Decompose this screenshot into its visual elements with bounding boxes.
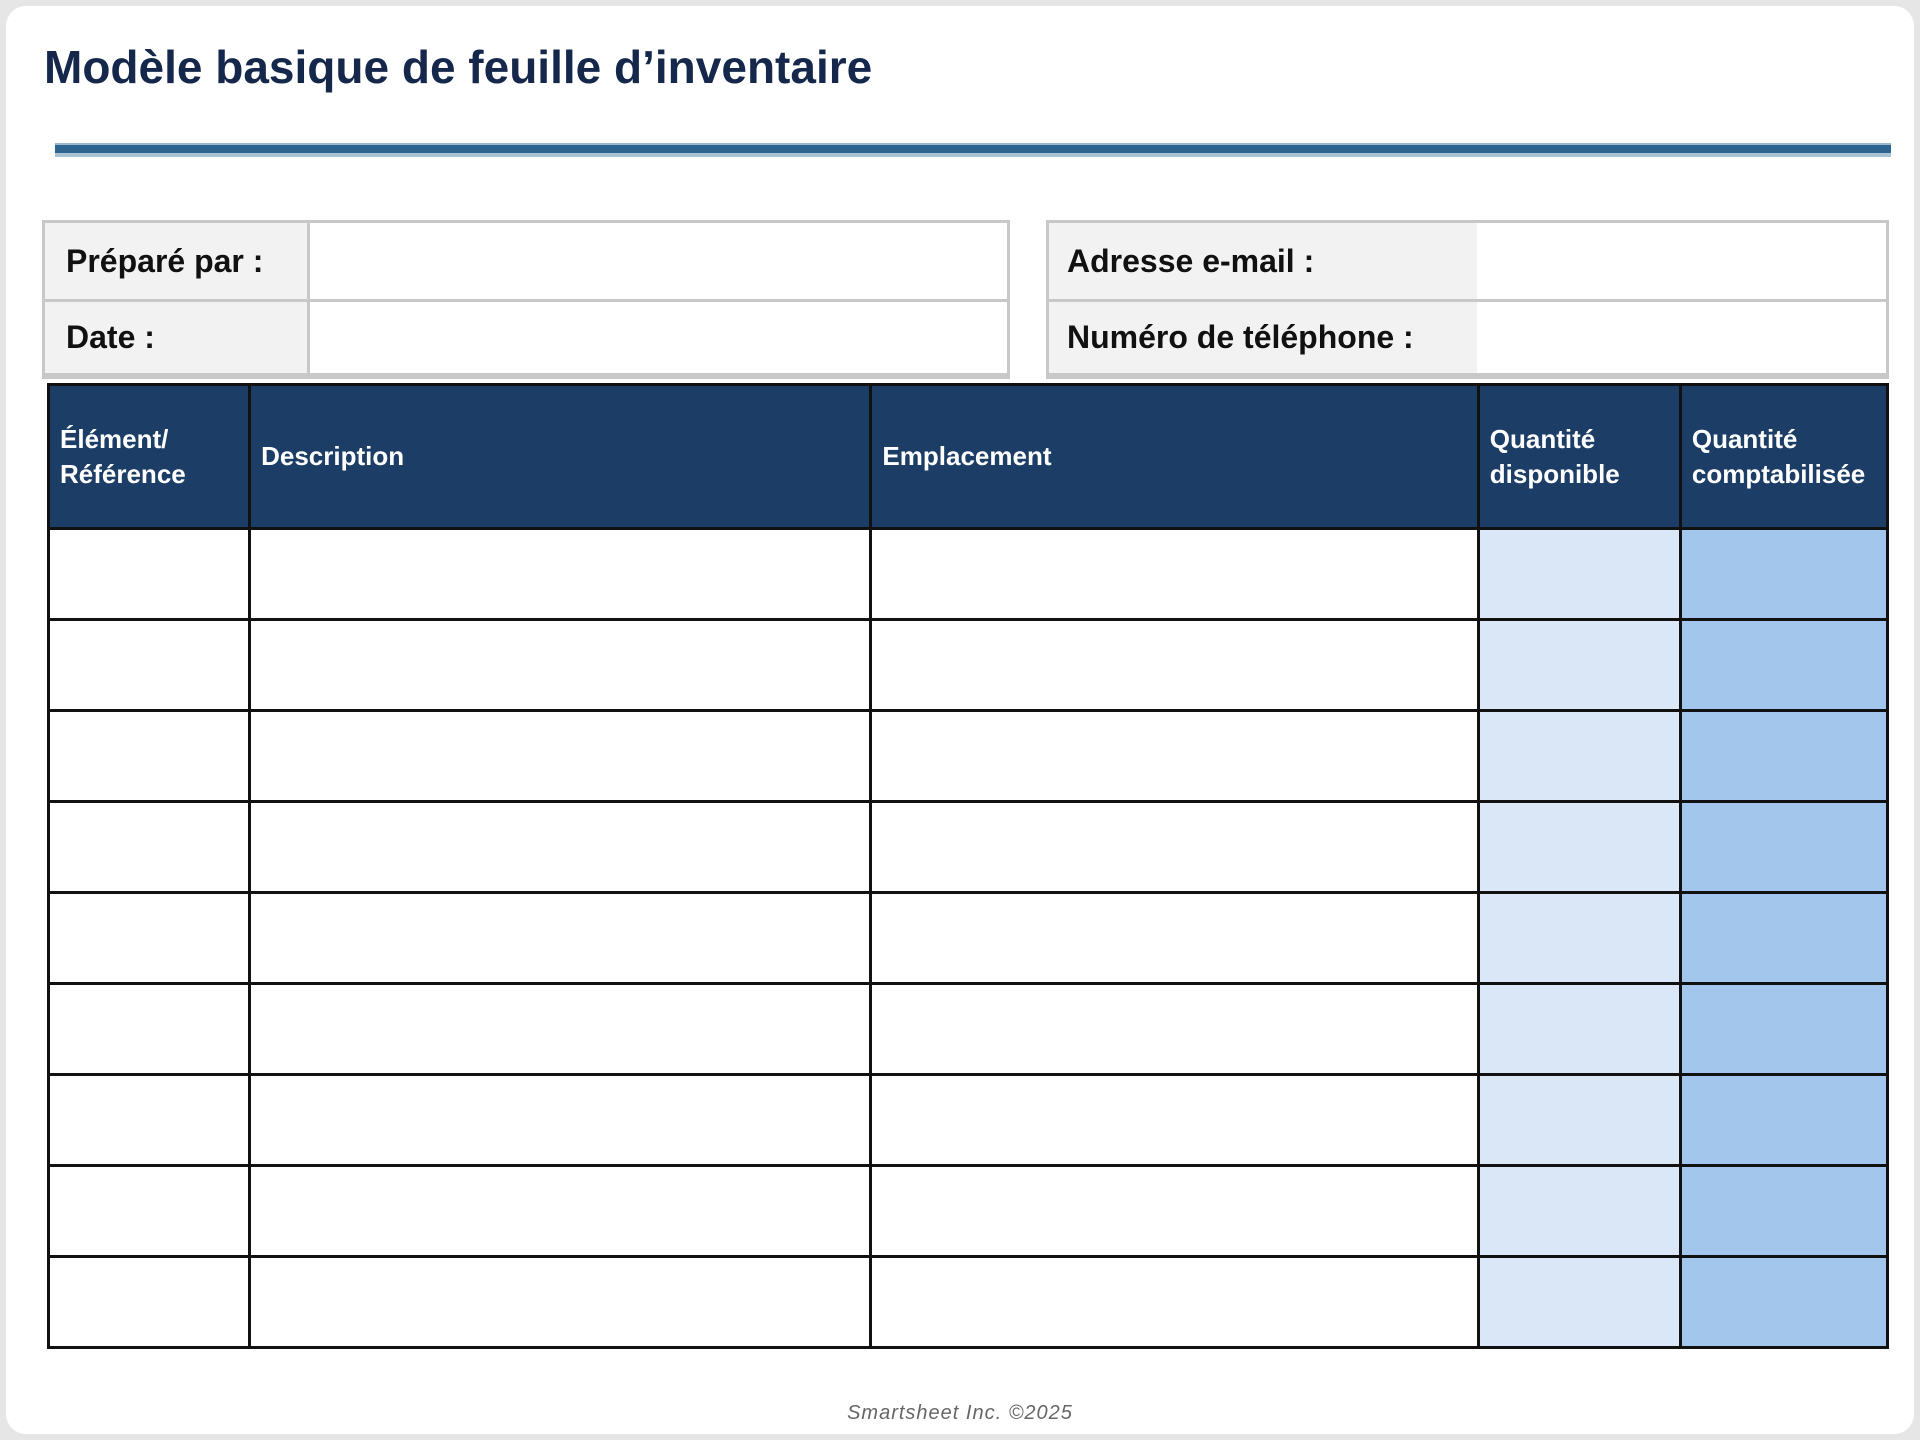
- title-divider: [55, 143, 1891, 157]
- header-item-reference: Élément/ Référence: [49, 385, 250, 529]
- cell-item-reference[interactable]: [49, 1257, 250, 1348]
- table-body: [49, 529, 1888, 1348]
- cell-description[interactable]: [250, 802, 871, 893]
- cell-quantity-counted[interactable]: [1680, 1166, 1887, 1257]
- cell-item-reference[interactable]: [49, 620, 250, 711]
- table-header-row: [49, 385, 1888, 529]
- cell-item-reference[interactable]: [49, 802, 250, 893]
- cell-description[interactable]: [250, 1257, 871, 1348]
- cell-item-reference[interactable]: [49, 711, 250, 802]
- cell-location[interactable]: [871, 620, 1478, 711]
- date-field[interactable]: [313, 302, 1007, 373]
- inventory-table: [47, 383, 1889, 1349]
- cell-description[interactable]: [250, 984, 871, 1075]
- date-label: Date :: [45, 302, 310, 373]
- cell-quantity-counted[interactable]: [1680, 620, 1887, 711]
- header-quantity-available: Quantité disponible: [1478, 385, 1680, 529]
- cell-location[interactable]: [871, 893, 1478, 984]
- table-row: [49, 893, 1888, 984]
- header-description: Description: [250, 385, 871, 529]
- table-row: [49, 529, 1888, 620]
- cell-quantity-counted[interactable]: [1680, 529, 1887, 620]
- cell-description[interactable]: [250, 711, 871, 802]
- cell-description[interactable]: [250, 1166, 871, 1257]
- email-field[interactable]: [1477, 223, 1886, 299]
- page-title: Modèle basique de feuille d’inventaire: [44, 41, 873, 93]
- preparer-info-box: [42, 220, 1010, 379]
- footer-copyright: Smartsheet Inc. ©2025: [847, 1402, 1073, 1424]
- contact-info-box: [1046, 220, 1889, 379]
- cell-quantity-counted[interactable]: [1680, 711, 1887, 802]
- prepared-by-field[interactable]: [313, 223, 1007, 299]
- cell-item-reference[interactable]: [49, 529, 250, 620]
- header-location: Emplacement: [871, 385, 1478, 529]
- cell-location[interactable]: [871, 1257, 1478, 1348]
- cell-quantity-available[interactable]: [1478, 711, 1680, 802]
- cell-item-reference[interactable]: [49, 893, 250, 984]
- table-row: [49, 1166, 1888, 1257]
- table-row: [49, 1257, 1888, 1348]
- table-row: [49, 620, 1888, 711]
- cell-quantity-available[interactable]: [1478, 529, 1680, 620]
- cell-description[interactable]: [250, 620, 871, 711]
- phone-field[interactable]: [1477, 302, 1886, 373]
- cell-location[interactable]: [871, 529, 1478, 620]
- cell-item-reference[interactable]: [49, 984, 250, 1075]
- cell-quantity-available[interactable]: [1478, 893, 1680, 984]
- cell-quantity-counted[interactable]: [1680, 984, 1887, 1075]
- cell-quantity-available[interactable]: [1478, 984, 1680, 1075]
- cell-quantity-available[interactable]: [1478, 802, 1680, 893]
- cell-description[interactable]: [250, 1075, 871, 1166]
- cell-location[interactable]: [871, 711, 1478, 802]
- cell-location[interactable]: [871, 1166, 1478, 1257]
- table-row: [49, 1075, 1888, 1166]
- prepared-by-label: Préparé par :: [45, 223, 310, 299]
- header-quantity-counted: Quantité comptabilisée: [1680, 385, 1887, 529]
- cell-description[interactable]: [250, 893, 871, 984]
- cell-location[interactable]: [871, 1075, 1478, 1166]
- cell-location[interactable]: [871, 984, 1478, 1075]
- cell-description[interactable]: [250, 529, 871, 620]
- date-row: [45, 302, 1007, 376]
- cell-quantity-counted[interactable]: [1680, 1257, 1887, 1348]
- cell-quantity-available[interactable]: [1478, 1166, 1680, 1257]
- table-row: [49, 711, 1888, 802]
- cell-location[interactable]: [871, 802, 1478, 893]
- cell-quantity-available[interactable]: [1478, 1075, 1680, 1166]
- cell-quantity-available[interactable]: [1478, 620, 1680, 711]
- phone-row: [1049, 302, 1886, 376]
- cell-item-reference[interactable]: [49, 1075, 250, 1166]
- prepared-by-row: [45, 223, 1007, 302]
- cell-quantity-counted[interactable]: [1680, 802, 1887, 893]
- cell-item-reference[interactable]: [49, 1166, 250, 1257]
- email-row: [1049, 223, 1886, 302]
- cell-quantity-counted[interactable]: [1680, 893, 1887, 984]
- table-row: [49, 802, 1888, 893]
- table-row: [49, 984, 1888, 1075]
- phone-label: Numéro de téléphone :: [1049, 302, 1477, 373]
- inventory-sheet: [6, 6, 1914, 1434]
- cell-quantity-counted[interactable]: [1680, 1075, 1887, 1166]
- email-label: Adresse e-mail :: [1049, 223, 1477, 299]
- cell-quantity-available[interactable]: [1478, 1257, 1680, 1348]
